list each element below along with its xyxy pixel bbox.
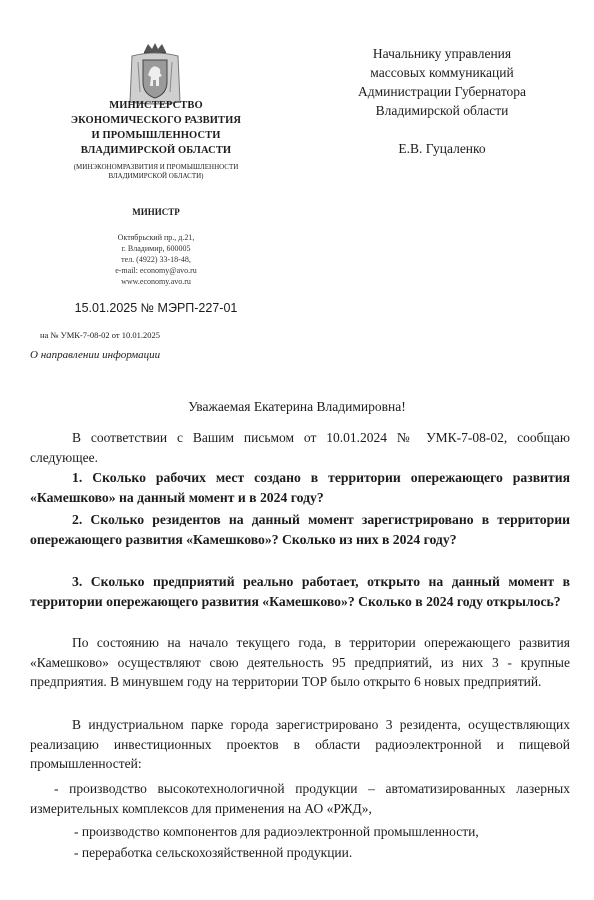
minister-title: МИНИСТР <box>132 207 180 217</box>
registration-number: 15.01.2025 № МЭРП-227-01 <box>74 301 238 315</box>
question-2: 2. Сколько резидентов на данный момент зарегистрировано в территории опережающего развития «Камешково»? Сколько из них в 2024 году? <box>30 512 570 547</box>
addressee-name: Е.В. Гуцаленко <box>398 141 486 156</box>
list-item: - производство компонентов для радиоэлектронной промышленности, <box>74 824 479 839</box>
website: www.economy.avo.ru <box>121 277 191 286</box>
ministry-abbreviation-line-1: (МИНЭКОНОМРАЗВИТИЯ И ПРОМЫШЛЕННОСТИ <box>73 163 239 171</box>
list-item: - производство высокотехнологичной продукции – автоматизированных лазерных измерительных комплексов для применения на АО «РЖД», <box>30 781 570 816</box>
addressee-line-1: Начальнику управления <box>372 46 512 61</box>
reply-reference: на № УМК-7-08-02 от 10.01.2025 <box>40 330 161 340</box>
address-line-2: г. Владимир, 600005 <box>121 244 191 253</box>
list-item: - переработка сельскохозяйственной продукции. <box>74 845 353 860</box>
ministry-name-line-4: ВЛАДИМИРСКОЙ ОБЛАСТИ <box>80 145 232 156</box>
question-1: 1. Сколько рабочих мест создано в территории опережающего развития «Камешково» на данный момент и в 2024 году? <box>30 470 570 505</box>
coat-of-arms-icon <box>126 42 184 106</box>
address-line-1: Октябрьский пр., д.21, <box>117 233 195 242</box>
ministry-name-line-2: ЭКОНОМИЧЕСКОГО РАЗВИТИЯ <box>70 115 242 126</box>
letter-subject: О направлении информации <box>30 349 161 361</box>
addressee-line-3: Администрации Губернатора <box>357 84 527 99</box>
email: e-mail: economy@avo.ru <box>115 266 197 275</box>
question-3: 3. Сколько предприятий реально работает, открыто на данный момент в территории опережающего развития «Камешково»? Сколько в 2024 году открылось? <box>30 574 570 609</box>
answer-paragraph-1: По состоянию на начало текущего года, в территории опережающего развития «Камешково» осуществляют свою деятельность 95 предприятий, из них 3 - крупные предприятия. В минувшем году на территории ТОР было открыто 6 новых предприятий. <box>30 635 570 689</box>
addressee-line-4: Владимирской области <box>375 103 509 118</box>
greeting: Уважаемая Екатерина Владимировна! <box>188 399 406 414</box>
answer-paragraph-2: В индустриальном парке города зарегистрировано 3 резидента, осуществляющих реализацию инвестиционных проектов в области радиоэлектронной и пищевой промышленностей: <box>30 717 570 771</box>
ministry-name-line-1: МИНИСТЕРСТВО <box>109 100 203 111</box>
ministry-name-line-3: И ПРОМЫШЛЕННОСТИ <box>91 130 221 141</box>
intro-paragraph: В соответствии с Вашим письмом от 10.01.2024 № УМК-7-08-02, сообщаю следующее. <box>30 430 570 465</box>
ministry-abbreviation-line-2: ВЛАДИМИРСКОЙ ОБЛАСТИ) <box>108 172 204 180</box>
phone: тел. (4922) 33-18-48, <box>121 255 191 264</box>
addressee-line-2: массовых коммуникаций <box>370 65 514 80</box>
